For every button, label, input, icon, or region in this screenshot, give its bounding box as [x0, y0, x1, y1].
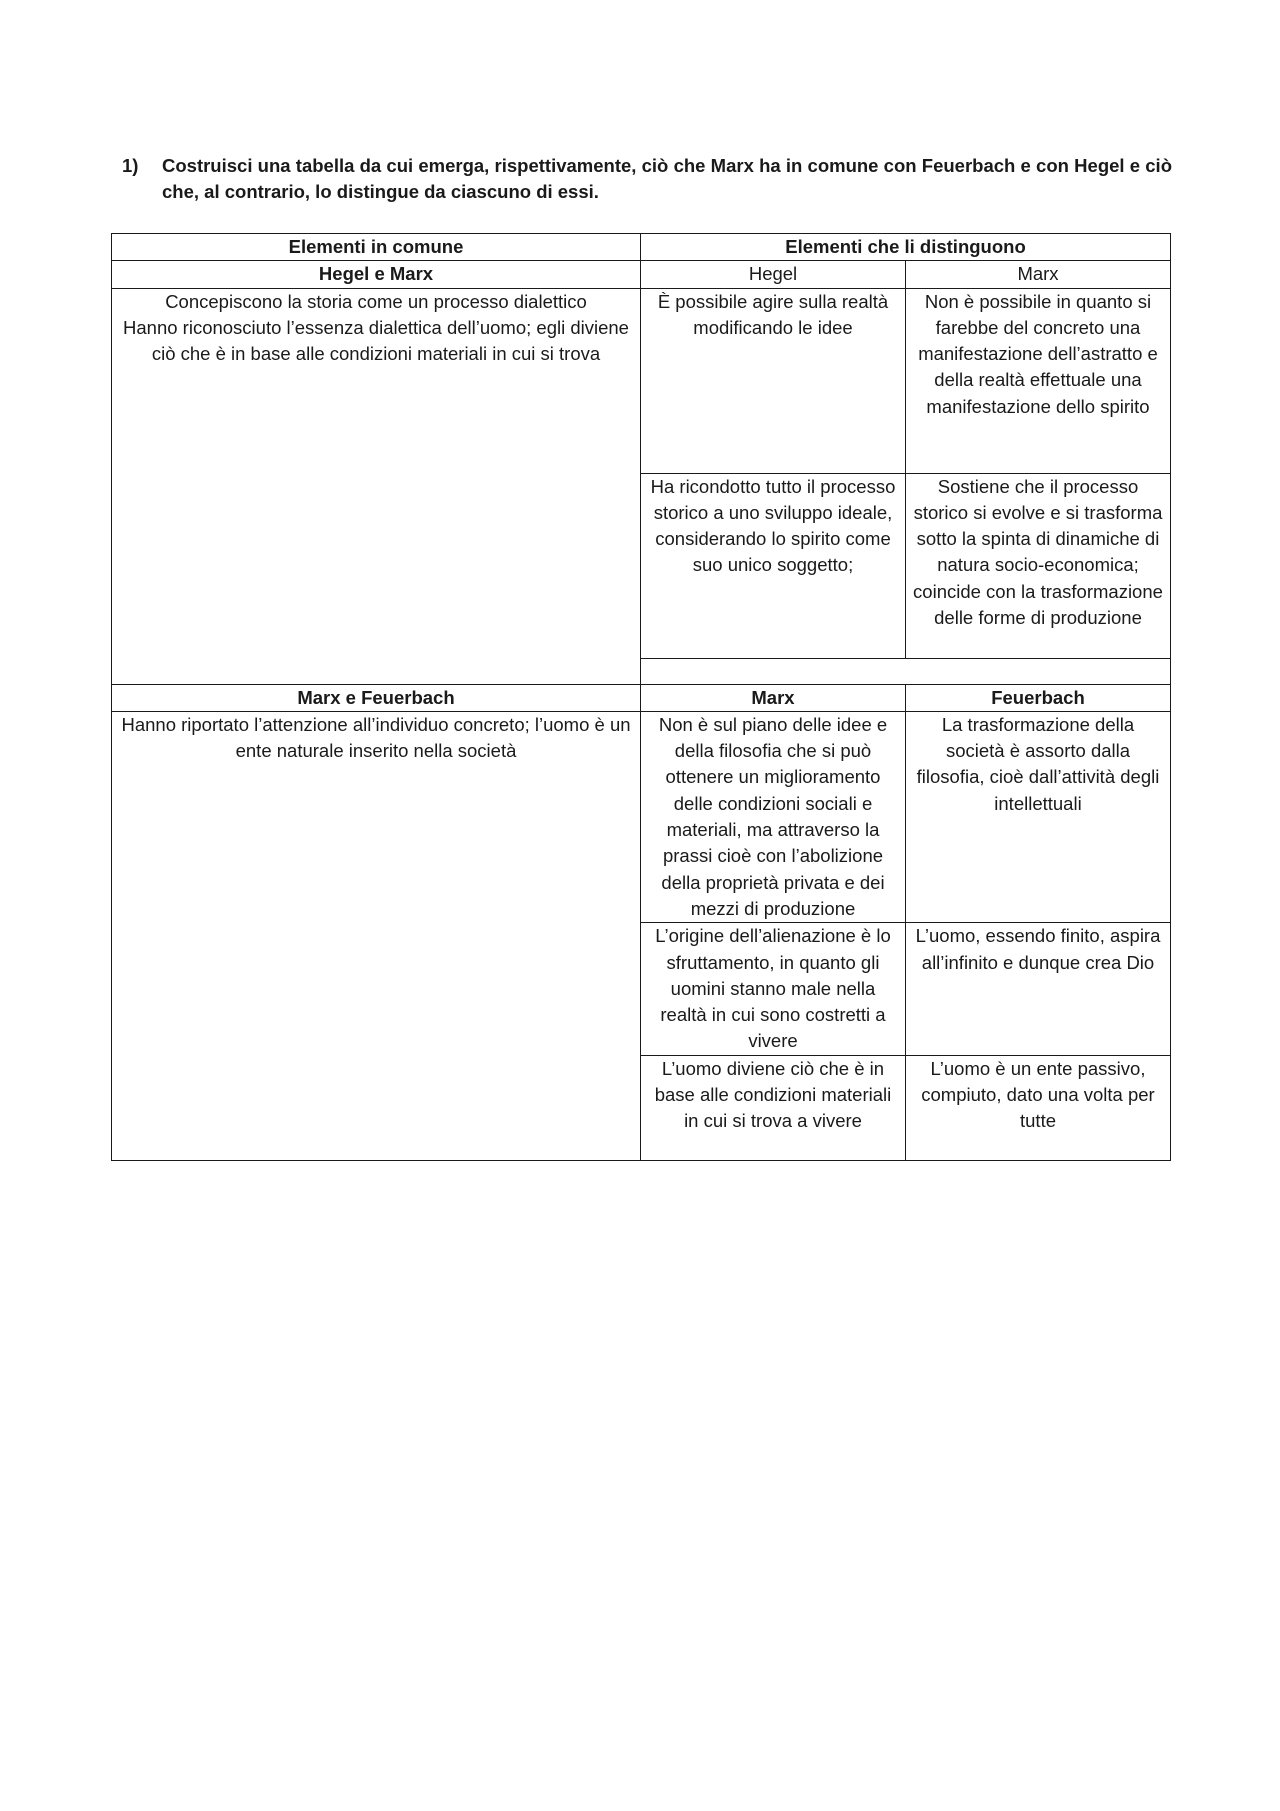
question-number: 1)	[122, 155, 139, 176]
section1-common-line: Concepiscono la storia come un processo dialettico	[165, 290, 587, 312]
table-header-row	[112, 234, 1171, 261]
section1-common-cell	[112, 288, 641, 684]
section2-col-marx: Marx	[641, 684, 906, 711]
section2-common-cell: Hanno riportato l’attenzione all’individuo concreto; l’uomo è un ente naturale inserito nella società	[112, 711, 641, 1160]
section2-row2-marx: L’origine dell’alienazione è lo sfruttamento, in quanto gli uomini stanno male nella realtà in cui sono costretti a vivere	[641, 923, 906, 1055]
section1-title: Hegel e Marx	[112, 261, 641, 288]
comparison-table	[111, 233, 1171, 1161]
section2-row3-feuerbach: L’uomo è un ente passivo, compiuto, dato una volta per tutte	[906, 1055, 1171, 1160]
question	[122, 153, 1172, 205]
section2-title: Marx e Feuerbach	[112, 684, 641, 711]
header-distinct: Elementi che li distinguono	[641, 234, 1171, 261]
section2-row3-marx: L’uomo diviene ciò che è in base alle condizioni materiali in cui si trova a vivere	[641, 1055, 906, 1160]
section2-row1-marx: Non è sul piano delle idee e della filosofia che si può ottenere un miglioramento delle condizioni sociali e materiali, ma attraverso la prassi cioè con l’abolizione della proprietà privata e dei mezzi di produzione	[641, 711, 906, 922]
header-common: Elementi in comune	[112, 234, 641, 261]
section1-row2-hegel: Ha ricondotto tutto il processo storico a uno sviluppo ideale, considerando lo spirito come suo unico soggetto;	[641, 473, 906, 658]
table-row	[112, 711, 1171, 922]
section1-row1-marx: Non è possibile in quanto si farebbe del concreto una manifestazione dell’astratto e della realtà effettuale una manifestazione dello spirito	[906, 288, 1171, 473]
section1-col-marx: Marx	[906, 261, 1171, 288]
question-text: Costruisci una tabella da cui emerga, rispettivamente, ciò che Marx ha in comune con Feuerbach e con Hegel e ciò che, al contrario, lo distingue da ciascuno di essi.	[162, 155, 1172, 202]
section2-row1-feuerbach: La trasformazione della società è assorto dalla filosofia, cioè dall’attività degli intellettuali	[906, 711, 1171, 922]
section2-row2-feuerbach: L’uomo, essendo finito, aspira all’infinito e dunque crea Dio	[906, 923, 1171, 1055]
section1-header-row	[112, 261, 1171, 288]
section2-header-row	[112, 684, 1171, 711]
table-row	[112, 288, 1171, 473]
section2-col-feuerbach: Feuerbach	[906, 684, 1171, 711]
section1-common-line: Hanno riconosciuto l’essenza dialettica dell’uomo; egli diviene ciò che è in base alle condizioni materiali in cui si trova	[123, 316, 629, 365]
section1-row1-hegel: È possibile agire sulla realtà modificando le idee	[641, 288, 906, 473]
section1-col-hegel: Hegel	[641, 261, 906, 288]
empty-cell	[641, 658, 1171, 684]
section1-row2-marx: Sostiene che il processo storico si evolve e si trasforma sotto la spinta di dinamiche di natura socio-economica; coincide con la trasformazione delle forme di produzione	[906, 473, 1171, 658]
